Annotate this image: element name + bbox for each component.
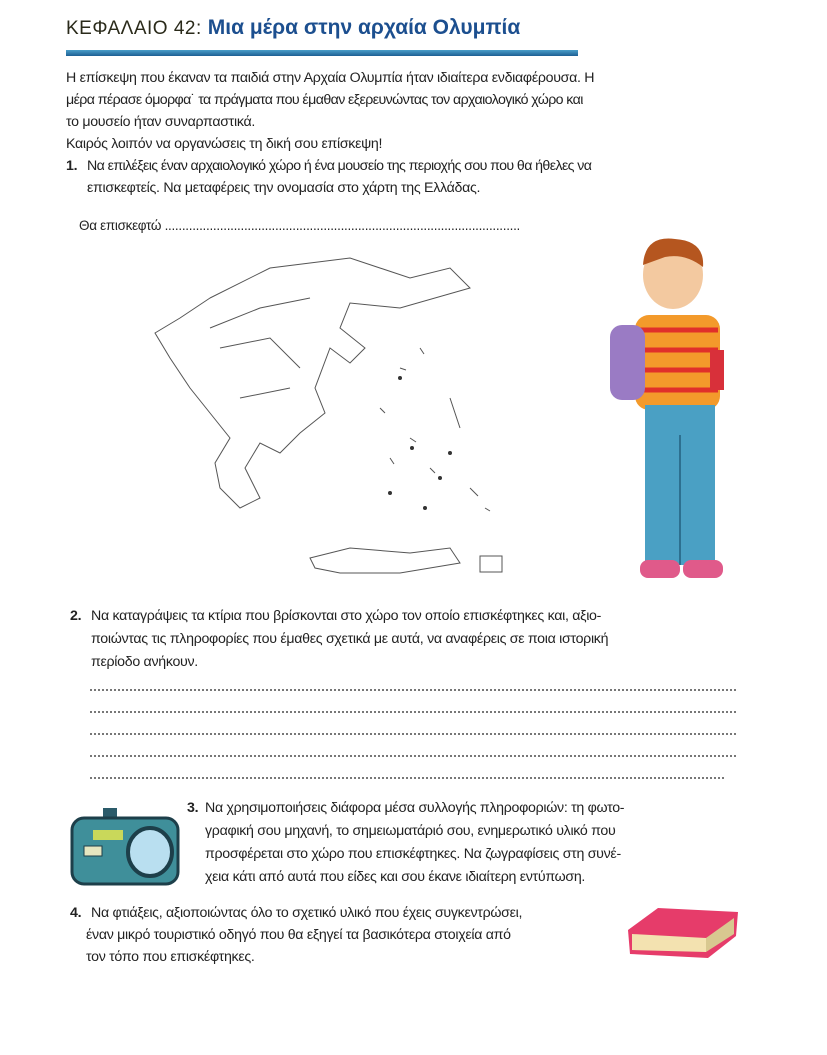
question-1-line: επισκεφτείς. Να μεταφέρεις την ονομασία στο χάρτη της Ελλάδας.	[87, 180, 481, 196]
question-number: 2.	[70, 608, 82, 624]
question-4-line: Να φτιάξεις, αξιοποιώντας όλο το σχετικό υλικό που έχεις συγκεντρώσει,	[91, 905, 523, 921]
answer-line[interactable]	[90, 776, 724, 779]
question-2-line: ποιώντας τις πληροφορίες που έμαθες σχετικά με αυτά, να αναφέρεις σε ποια ιστορική	[91, 631, 609, 647]
question-3-line: προσφέρεται στο χώρο που επισκέφτηκες. Να ζωγραφίσεις στη συνέ-	[205, 846, 621, 862]
question-2-line: περίοδο ανήκουν.	[91, 654, 198, 670]
intro-line: Η επίσκεψη που έκαναν τα παιδιά στην Αρχαία Ολυμπία ήταν ιδιαίτερα ενδιαφέρουσα. Η	[66, 70, 595, 86]
intro-line: το μουσείο ήταν συναρπαστικά.	[66, 114, 256, 130]
greece-map	[150, 238, 510, 593]
answer-line[interactable]	[90, 688, 736, 691]
question-3-line: γραφική σου μηχανή, το σημειωματάριό σου, ενημερωτικό υλικό που	[205, 823, 616, 839]
answer-line[interactable]	[90, 710, 736, 713]
question-2-line: Να καταγράψεις τα κτίρια που βρίσκονται στο χώρο τον οποίο επισκέφτηκες και, αξιο-	[91, 608, 602, 624]
question-3-line: Να χρησιμοποιήσεις διάφορα μέσα συλλογής πληροφοριών: τη φωτο-	[205, 800, 625, 816]
boy-illustration	[605, 235, 745, 587]
question-number: 1.	[66, 158, 78, 174]
question-3-line: χεια κάτι από αυτά που είδες και σου έκανε ιδιαίτερη εντύπωση.	[205, 869, 586, 885]
answer-line[interactable]	[90, 732, 736, 735]
chapter-number: ΚΕΦΑΛΑΙΟ 42:	[66, 18, 202, 39]
book-illustration	[618, 900, 743, 962]
question-4-line: τον τόπο που επισκέφτηκες.	[86, 949, 255, 965]
chapter-title: Μια μέρα στην αρχαία Ολυμπία	[207, 16, 521, 39]
camera-illustration	[68, 806, 183, 888]
intro-line: μέρα πέρασε όμορφα˙ τα πράγματα που έμαθαν εξερευνώντας τον αρχαιολογικό χώρο και	[66, 92, 583, 108]
question-4-line: έναν μικρό τουριστικό οδηγό που θα εξηγεί τα βασικότερα στοιχεία από	[86, 927, 511, 943]
question-number: 4.	[70, 905, 82, 921]
chapter-header	[66, 16, 520, 40]
intro-line: Καιρός λοιπόν να οργανώσεις τη δική σου επίσκεψη!	[66, 136, 383, 152]
header-underline	[66, 50, 578, 56]
question-number: 3.	[187, 800, 199, 816]
question-1-line: Να επιλέξεις έναν αρχαιολογικό χώρο ή ένα μουσείο της περιοχής σου που θα ήθελες να	[87, 158, 592, 174]
visit-fill-field[interactable]: Θα επισκεφτώ .......................................................................................................	[79, 218, 521, 233]
answer-line[interactable]	[90, 754, 736, 757]
